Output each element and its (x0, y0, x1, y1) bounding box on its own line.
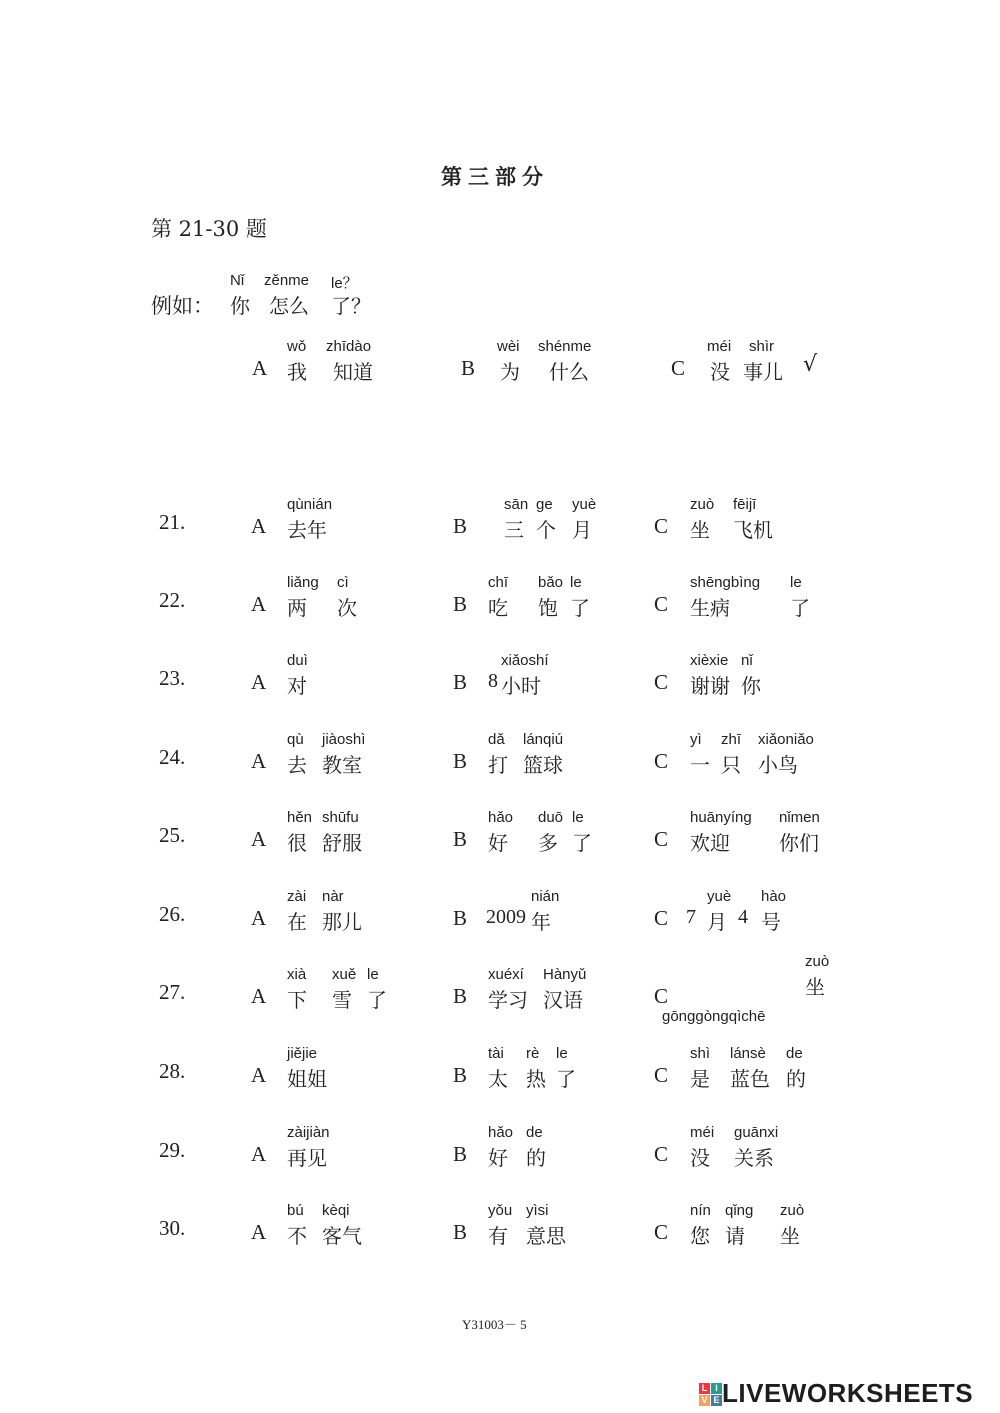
question-number: 30. (159, 1216, 186, 1240)
brand-name: LIVEWORKSHEETS (722, 1378, 974, 1408)
hanzi: 关系 (734, 1146, 774, 1170)
pinyin: zěnme (264, 272, 310, 289)
pinyin: ge (536, 496, 553, 513)
pinyin: nín (690, 1202, 711, 1219)
logo-letter-box: L (699, 1383, 710, 1394)
hanzi: 了 (572, 831, 592, 855)
hanzi: 没 (710, 360, 730, 384)
hanzi: 坐 (690, 518, 710, 542)
hanzi: 好 (488, 1146, 508, 1170)
pinyin: zàijiàn (287, 1124, 330, 1141)
hanzi: 2009 (486, 906, 526, 928)
question-number: 28. (159, 1059, 186, 1083)
option-letter-c[interactable]: C (654, 1063, 669, 1087)
option-letter-b[interactable]: B (453, 1063, 468, 1087)
option-letter[interactable]: B (461, 356, 476, 380)
hanzi: 4 (738, 906, 748, 928)
pinyin: huānyíng (690, 809, 752, 826)
pinyin: nǐ (741, 652, 753, 669)
pinyin: le (570, 574, 582, 591)
pinyin: nǐmen (779, 809, 820, 826)
hanzi: 很 (287, 831, 307, 855)
hanzi: 月 (572, 518, 592, 542)
hanzi: 你们 (779, 831, 819, 855)
hanzi: 姐姐 (287, 1067, 327, 1091)
pinyin: tài (488, 1045, 504, 1062)
option-letter-a[interactable]: A (251, 670, 267, 694)
pinyin: xiǎoniǎo (758, 731, 814, 748)
option-letter-b[interactable]: B (453, 514, 468, 538)
pinyin: méi (707, 338, 732, 355)
pinyin: yǒu (488, 1202, 513, 1219)
option-letter-c[interactable]: C (654, 514, 669, 538)
hanzi: 您 (690, 1224, 710, 1248)
hanzi: 吃 (488, 596, 508, 620)
option-letter-b[interactable]: B (453, 827, 468, 851)
pinyin: méi (690, 1124, 715, 1141)
pinyin: xuě (332, 966, 357, 983)
pinyin: zhī (721, 731, 742, 748)
pinyin: rè (526, 1045, 540, 1062)
hanzi: 谢谢 (690, 674, 730, 698)
option-letter-a[interactable]: A (251, 906, 267, 930)
option-letter-b[interactable]: B (453, 1220, 468, 1244)
option-letter-b[interactable]: B (453, 749, 468, 773)
hanzi: 不 (287, 1224, 307, 1248)
hanzi: 舒服 (322, 831, 362, 855)
option-letter[interactable]: C (671, 356, 686, 380)
hanzi: 怎么 (269, 294, 309, 318)
pinyin: Hànyǔ (543, 966, 587, 983)
pinyin: shūfu (322, 809, 359, 826)
pinyin: qù (287, 731, 304, 748)
hanzi: 8 (488, 670, 498, 692)
question-number: 22. (159, 588, 186, 612)
question-number: 24. (159, 745, 186, 769)
pinyin: jiějie (287, 1045, 318, 1062)
hanzi: 什么 (549, 360, 589, 384)
hanzi: 那儿 (322, 910, 362, 934)
pinyin: shì (690, 1045, 711, 1062)
hanzi: 对 (287, 674, 307, 698)
pinyin: fēijī (733, 496, 757, 513)
pinyin: liǎng (287, 574, 319, 591)
pinyin: shénme (538, 338, 592, 355)
pinyin: le？ (331, 275, 358, 292)
hanzi: 7 (686, 906, 696, 928)
pinyin: nàr (322, 888, 344, 905)
hanzi: 了 (570, 596, 590, 620)
option-letter-a[interactable]: A (251, 1063, 267, 1087)
hanzi: 飞机 (733, 518, 773, 542)
hanzi: 打 (488, 753, 508, 777)
pinyin: hěn (287, 809, 313, 826)
pinyin: de (526, 1124, 543, 1141)
option-letter-c[interactable]: C (654, 906, 669, 930)
hanzi: 了 (367, 988, 387, 1012)
pinyin: wǒ (287, 338, 307, 355)
pinyin: yuè (572, 496, 597, 513)
hanzi: 了？ (331, 294, 371, 318)
hanzi: 蓝色 (730, 1067, 770, 1091)
pinyin: wèi (497, 338, 520, 355)
hanzi: 了 (556, 1067, 576, 1091)
pinyin: bú (287, 1202, 304, 1219)
hanzi: 欢迎 (690, 831, 730, 855)
pinyin: gōnggòngqìchē (662, 1008, 766, 1025)
hanzi: 学习 (488, 988, 528, 1012)
hanzi: 好 (488, 831, 508, 855)
pinyin: bǎo (538, 574, 564, 591)
pinyin: Nǐ (230, 272, 245, 289)
hanzi: 两 (287, 596, 307, 620)
hanzi: 有 (488, 1224, 508, 1248)
pinyin: dǎ (488, 731, 505, 748)
hanzi: 你 (741, 674, 761, 698)
option-letter-b[interactable]: B (453, 906, 468, 930)
pinyin: zuò (805, 953, 830, 970)
option-letter[interactable]: A (252, 356, 268, 380)
pinyin: duì (287, 652, 308, 669)
question-number: 21. (159, 510, 186, 534)
question-number: 26. (159, 902, 186, 926)
option-letter-c[interactable]: C (654, 984, 669, 1008)
pinyin: lánsè (730, 1045, 766, 1062)
pinyin: hǎo (488, 809, 514, 826)
hanzi: 在 (287, 910, 307, 934)
hanzi: 坐 (780, 1224, 800, 1248)
pinyin: qùnián (287, 496, 333, 513)
hanzi: 教室 (322, 753, 362, 777)
hanzi: 再见 (287, 1146, 327, 1170)
hanzi: 太 (488, 1067, 508, 1091)
hanzi: 客气 (322, 1224, 362, 1248)
hanzi: 知道 (333, 360, 373, 384)
page-title: 第三部分 (441, 164, 549, 189)
option-letter-a[interactable]: A (251, 514, 267, 538)
hanzi: 的 (786, 1067, 806, 1091)
option-letter-c[interactable]: C (654, 1220, 669, 1244)
question-number: 29. (159, 1138, 186, 1162)
hanzi: 小鸟 (758, 753, 798, 777)
pinyin: duō (538, 809, 564, 826)
check-mark-icon: √ (803, 352, 818, 377)
logo-letter-box: E (711, 1395, 722, 1406)
hanzi: 只 (721, 753, 741, 777)
option-letter-a[interactable]: A (251, 1220, 267, 1244)
hanzi: 篮球 (523, 753, 563, 777)
option-letter-b[interactable]: B (453, 670, 468, 694)
option-letter-a[interactable]: A (251, 1142, 267, 1166)
hanzi: 坐 (805, 975, 825, 999)
pinyin: le (367, 966, 379, 983)
pinyin: hào (761, 888, 787, 905)
page-footer: Y31003－ 5 (462, 1317, 527, 1332)
logo-letter-box: I (711, 1383, 722, 1394)
option-letter-c[interactable]: C (654, 670, 669, 694)
pinyin: jiàoshì (322, 731, 366, 748)
pinyin: xièxie (690, 652, 729, 669)
hanzi: 年 (531, 910, 551, 934)
hanzi: 小时 (501, 674, 541, 698)
pinyin: xià (287, 966, 307, 983)
hanzi: 饱 (538, 596, 558, 620)
hanzi: 月 (707, 910, 727, 934)
hanzi: 的 (526, 1146, 546, 1170)
hanzi: 多 (538, 831, 558, 855)
pinyin: yìsi (526, 1202, 549, 1219)
pinyin: guānxi (734, 1124, 779, 1141)
option-letter-c[interactable]: C (654, 827, 669, 851)
hanzi: 汉语 (543, 988, 583, 1012)
hanzi: 去 (287, 753, 307, 777)
hanzi: 我 (287, 360, 307, 384)
hanzi: 了 (790, 596, 810, 620)
pinyin: chī (488, 574, 509, 591)
hanzi: 雪 (332, 988, 352, 1012)
logo-letter-box: V (699, 1395, 710, 1406)
pinyin: le (572, 809, 584, 826)
hanzi: 你 (230, 294, 250, 318)
hanzi: 号 (761, 910, 781, 934)
pinyin: yì (690, 731, 702, 748)
example-label: 例如： (151, 294, 214, 318)
option-letter-b[interactable]: B (453, 1142, 468, 1166)
option-letter-a[interactable]: A (251, 749, 267, 773)
hanzi: 事儿 (743, 360, 783, 384)
pinyin: nián (531, 888, 560, 905)
pinyin: zài (287, 888, 307, 905)
hanzi: 次 (337, 596, 357, 620)
pinyin: sān (504, 496, 529, 513)
option-letter-c[interactable]: C (654, 749, 669, 773)
hanzi: 是 (690, 1067, 710, 1091)
option-letter-a[interactable]: A (251, 827, 267, 851)
hanzi: 去年 (287, 518, 327, 542)
hanzi: 请 (725, 1224, 745, 1248)
pinyin: cì (337, 574, 349, 591)
hanzi: 没 (690, 1146, 710, 1170)
pinyin: yuè (707, 888, 732, 905)
hanzi: 个 (536, 518, 556, 542)
pinyin: le (790, 574, 802, 591)
pinyin: zuò (780, 1202, 805, 1219)
hanzi: 一 (690, 753, 710, 777)
pinyin: de (786, 1045, 803, 1062)
pinyin: shìr (749, 338, 775, 355)
pinyin: kèqi (322, 1202, 350, 1219)
pinyin: zhīdào (326, 338, 372, 355)
section-subtitle: 第 21-30 题 (151, 217, 267, 241)
pinyin: shēngbìng (690, 574, 761, 591)
pinyin: xuéxí (488, 966, 524, 983)
hanzi: 下 (287, 988, 307, 1012)
hanzi: 热 (526, 1067, 546, 1091)
option-letter-b[interactable]: B (453, 592, 468, 616)
question-number: 25. (159, 823, 186, 847)
option-letter-b[interactable]: B (453, 984, 468, 1008)
question-number: 27. (159, 980, 186, 1004)
hanzi: 为 (500, 360, 520, 384)
hanzi: 三 (504, 518, 524, 542)
option-letter-c[interactable]: C (654, 1142, 669, 1166)
option-letter-a[interactable]: A (251, 592, 267, 616)
pinyin: zuò (690, 496, 715, 513)
pinyin: lánqiú (523, 731, 564, 748)
option-letter-c[interactable]: C (654, 592, 669, 616)
pinyin: hǎo (488, 1124, 514, 1141)
pinyin: xiǎoshí (501, 652, 549, 669)
hanzi: 意思 (526, 1224, 566, 1248)
option-letter-a[interactable]: A (251, 984, 267, 1008)
pinyin: qǐng (725, 1202, 754, 1219)
question-number: 23. (159, 666, 186, 690)
hanzi: 生病 (690, 596, 730, 620)
pinyin: le (556, 1045, 568, 1062)
